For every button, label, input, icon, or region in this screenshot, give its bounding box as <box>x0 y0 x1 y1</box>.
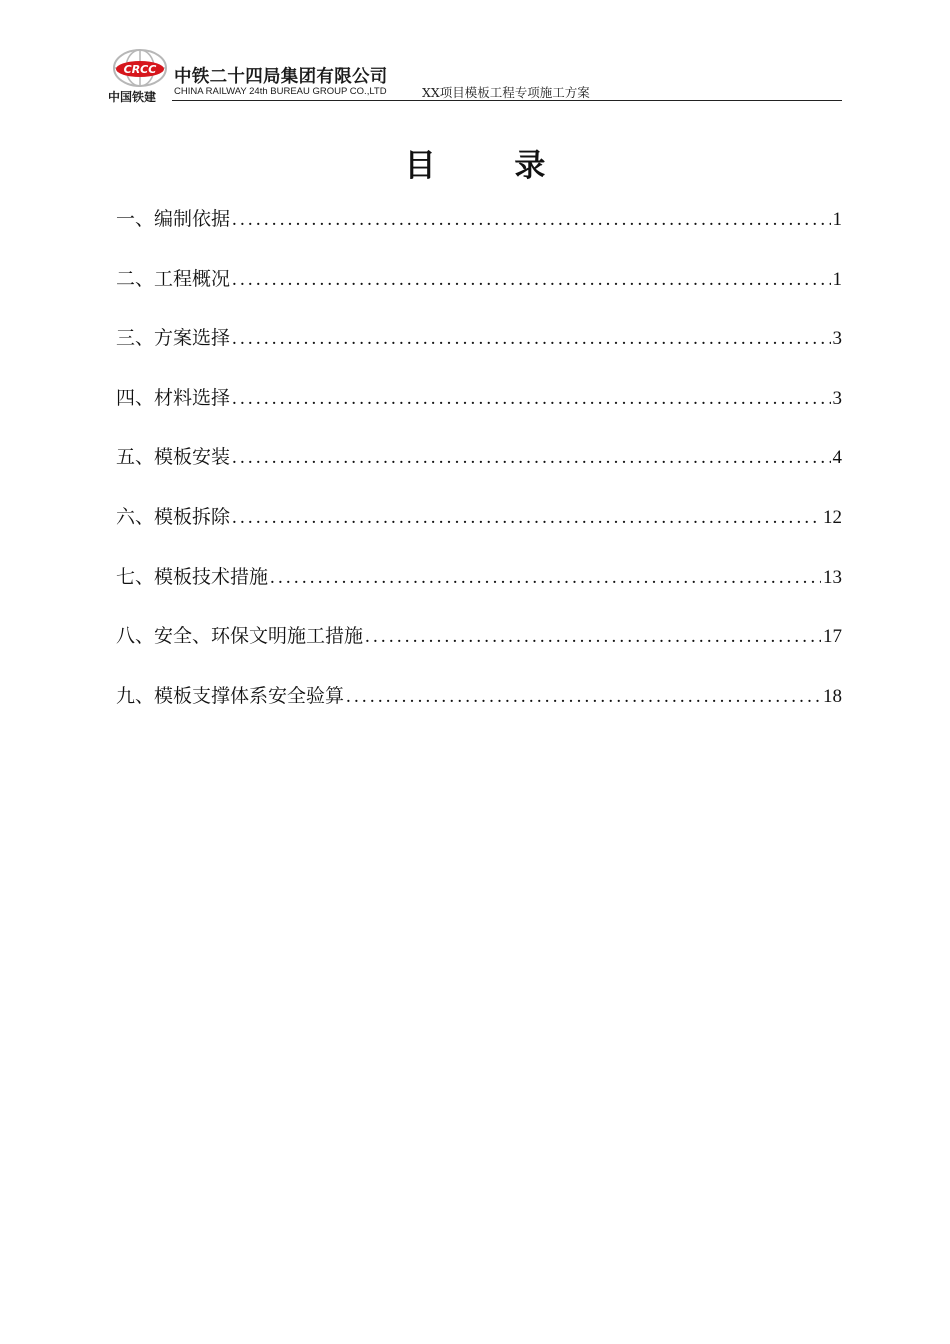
toc-entry-label: 六、模板拆除 <box>116 505 231 528</box>
toc-entry[interactable] <box>116 621 842 681</box>
toc-entry[interactable] <box>116 264 842 324</box>
toc-dot-leader <box>232 388 830 410</box>
toc-entry-label: 三、方案选择 <box>116 327 231 350</box>
toc-entry[interactable] <box>116 323 842 383</box>
toc-dot-leader <box>232 269 830 291</box>
toc-dot-leader <box>232 507 821 529</box>
toc-entry-page: 1 <box>832 268 842 290</box>
toc-entry[interactable] <box>116 681 842 741</box>
toc-entry[interactable] <box>116 562 842 622</box>
toc-entry[interactable] <box>116 204 842 264</box>
toc-dot-leader <box>232 209 830 231</box>
toc-entry-label: 五、模板安装 <box>116 446 231 469</box>
toc-entry-page: 3 <box>832 328 842 350</box>
toc-entry-label: 二、工程概况 <box>116 267 231 290</box>
logo-caption: 中国铁建 <box>108 90 157 104</box>
toc-title: 目 录 <box>404 148 580 184</box>
toc-entry-label: 九、模板支撑体系安全验算 <box>116 684 345 707</box>
toc-entry[interactable] <box>116 383 842 443</box>
toc-entry[interactable] <box>116 502 842 562</box>
toc-entry-label: 一、编制依据 <box>116 208 231 230</box>
toc-entry-page: 18 <box>823 685 842 707</box>
company-name-cn: 中铁二十四局集团有限公司 <box>174 67 388 87</box>
company-name-en: CHINA RAILWAY 24th BUREAU GROUP CO.,LTD <box>174 86 387 97</box>
document-title: XX项目模板工程专项施工方案 <box>422 85 590 100</box>
toc-entry-page: 4 <box>832 447 842 469</box>
toc-entry-label: 四、材料选择 <box>116 386 231 409</box>
toc-entry-page: 12 <box>823 506 842 528</box>
crcc-globe-icon <box>112 48 168 88</box>
toc-entry-page: 13 <box>823 566 842 588</box>
logo-mark-text: CRCC <box>123 63 157 76</box>
toc-entry-page: 17 <box>823 626 842 648</box>
toc-dot-leader <box>232 447 830 469</box>
toc-dot-leader <box>365 626 821 648</box>
toc-dot-leader <box>270 567 821 589</box>
toc-entry-label: 八、安全、环保文明施工措施 <box>116 625 364 648</box>
toc-dot-leader <box>346 686 821 708</box>
toc-entry-label: 七、模板技术措施 <box>116 565 269 588</box>
toc-dot-leader <box>232 328 830 350</box>
header-divider <box>172 100 842 101</box>
company-logo <box>108 48 172 102</box>
toc-entry-page: 3 <box>832 387 842 409</box>
toc-entry-page: 1 <box>832 209 842 230</box>
page-header <box>108 48 842 102</box>
table-of-contents <box>116 204 842 740</box>
toc-entry[interactable] <box>116 442 842 502</box>
